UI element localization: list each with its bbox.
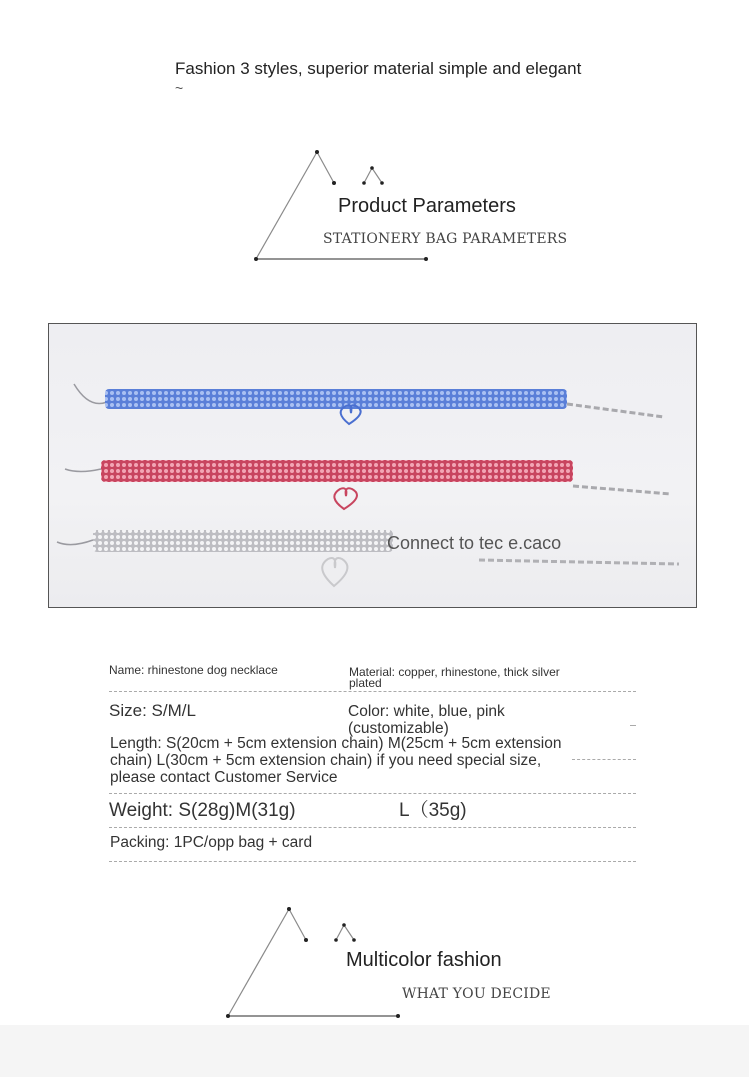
white-necklace — [57, 530, 679, 586]
table-divider — [109, 793, 636, 794]
intro-tilde: ~ — [175, 80, 184, 96]
section1-title: Product Parameters — [338, 195, 516, 217]
section2-subtitle: WHAT YOU DECIDE — [402, 986, 551, 1002]
pink-necklace — [65, 460, 671, 509]
necklaces-illustration — [49, 324, 697, 608]
param-color: Color: white, blue, pink (customizable) — [348, 703, 505, 737]
intro-text: Fashion 3 styles, superior material simple and elegant — [175, 59, 582, 78]
param-weight-l: L（35g) — [399, 800, 467, 821]
blue-necklace — [74, 384, 664, 424]
table-divider — [109, 861, 636, 862]
table-divider — [630, 725, 636, 726]
product-photo — [48, 323, 697, 608]
table-divider — [572, 759, 636, 760]
photo-watermark: Connect to tec e.caco — [387, 533, 562, 553]
bottom-band — [0, 1025, 749, 1077]
section2-title: Multicolor fashion — [346, 949, 502, 971]
table-divider — [109, 827, 636, 828]
section1-subtitle: STATIONERY BAG PARAMETERS — [323, 231, 568, 247]
table-divider — [109, 691, 636, 692]
param-name: Name: rhinestone dog necklace — [109, 663, 278, 677]
param-packing: Packing: 1PC/opp bag + card — [110, 834, 313, 851]
param-material: Material: copper, rhinestone, thick silver plated — [349, 665, 560, 690]
param-weight-sm: Weight: S(28g)M(31g) — [109, 800, 296, 821]
param-size: Size: S/M/L — [109, 701, 196, 720]
param-length: Length: S(20cm + 5cm extension chain) M(25cm + 5cm extension chain) L(30cm + 5cm extension chain) if you need special size, please contact Customer Service — [110, 735, 562, 786]
